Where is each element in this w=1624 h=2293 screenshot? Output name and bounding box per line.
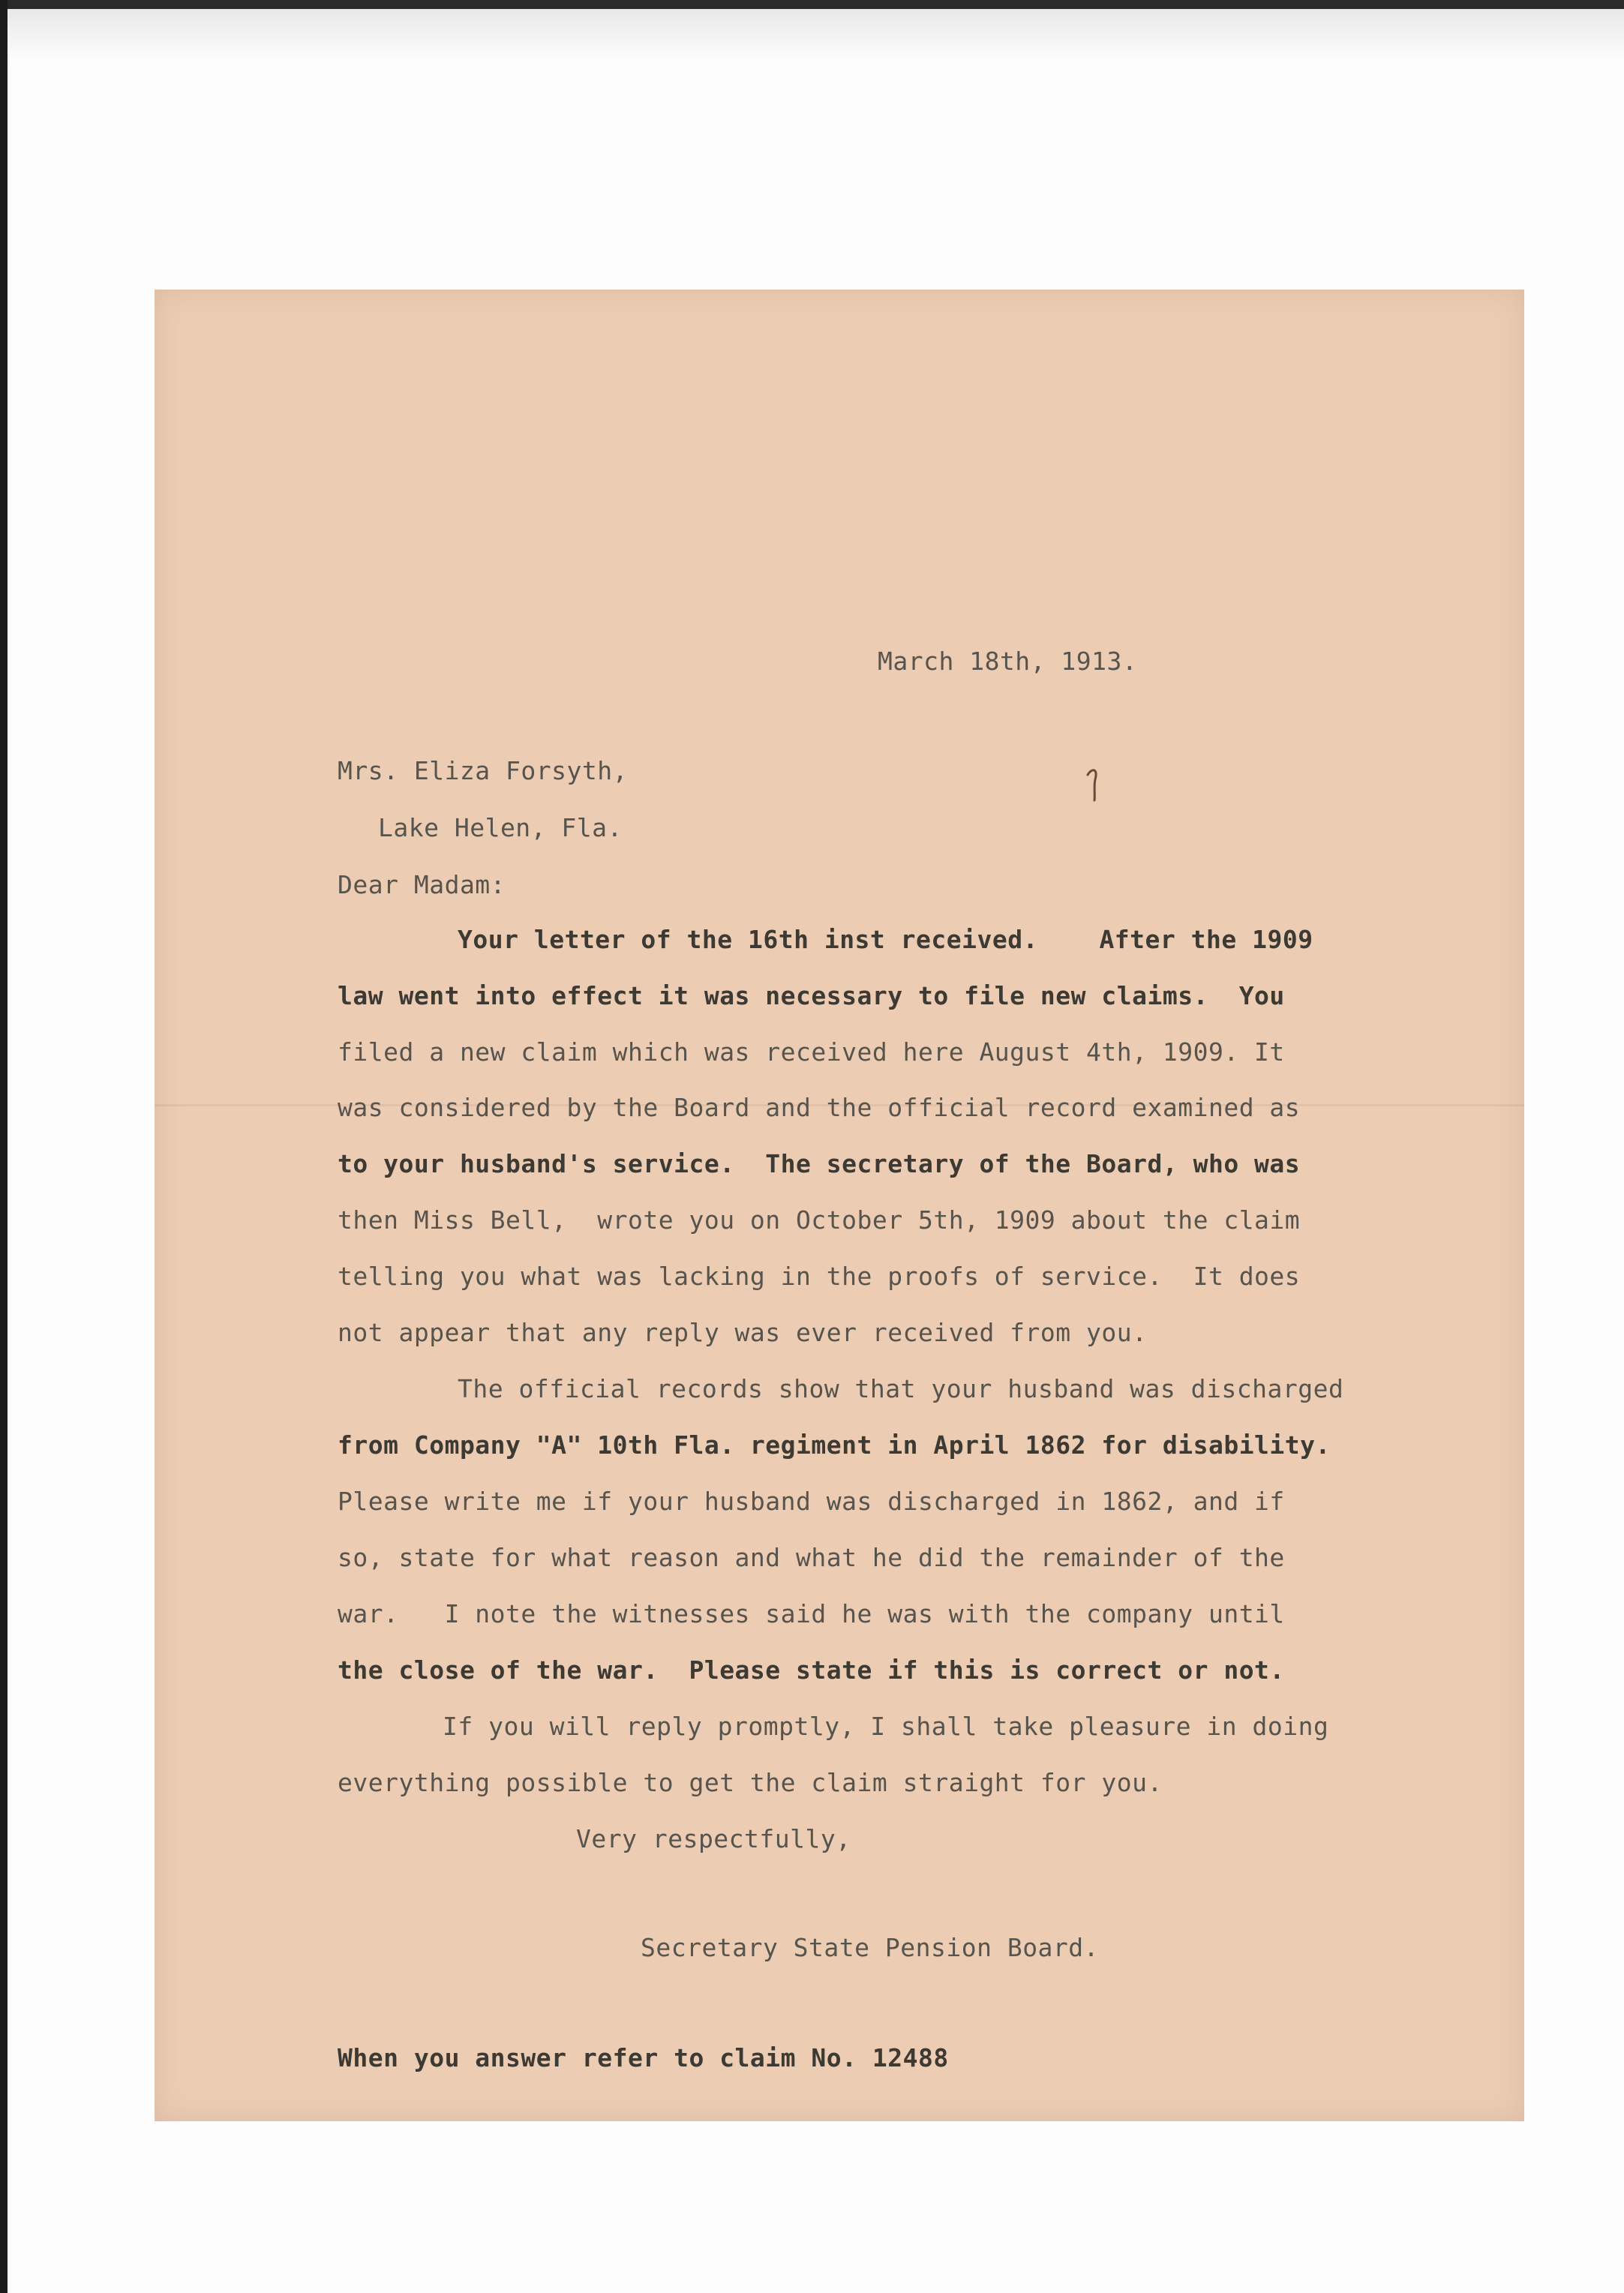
- closing: Very respectfully,: [576, 1824, 851, 1853]
- claim-reference-footer: When you answer refer to claim No. 12488: [338, 2043, 949, 2072]
- body-line: the close of the war. Please state if this is correct or not.: [338, 1655, 1285, 1685]
- body-line: was considered by the Board and the official record examined as: [338, 1093, 1301, 1122]
- signature-title: Secretary State Pension Board.: [641, 1933, 1100, 1962]
- body-line: If you will reply promptly, I shall take pleasure in doing: [443, 1712, 1329, 1741]
- body-line: law went into effect it was necessary to file new claims. You: [338, 981, 1285, 1010]
- body-line: then Miss Bell, wrote you on October 5th, 1909 about the claim: [338, 1205, 1301, 1235]
- scanner-top-edge: [0, 0, 1624, 9]
- letter-paper: [155, 290, 1524, 2121]
- body-line: war. I note the witnesses said he was with the company until: [338, 1599, 1285, 1628]
- body-line: from Company "A" 10th Fla. regiment in April 1862 for disability.: [338, 1430, 1331, 1460]
- body-line: not appear that any reply was ever received from you.: [338, 1318, 1148, 1347]
- recipient-address: Lake Helen, Fla.: [378, 813, 623, 842]
- salutation: Dear Madam:: [338, 870, 506, 899]
- scanner-shadow: [8, 9, 1624, 62]
- body-line: filed a new claim which was received here August 4th, 1909. It: [338, 1037, 1285, 1067]
- body-line: so, state for what reason and what he did the remainder of the: [338, 1543, 1285, 1572]
- scanner-left-edge: [0, 0, 8, 2293]
- recipient-name: Mrs. Eliza Forsyth,: [338, 756, 628, 785]
- body-line: The official records show that your husband was discharged: [458, 1374, 1344, 1403]
- body-line: Please write me if your husband was discharged in 1862, and if: [338, 1487, 1285, 1516]
- body-line: telling you what was lacking in the proofs of service. It does: [338, 1262, 1301, 1291]
- body-line: everything possible to get the claim straight for you.: [338, 1768, 1163, 1797]
- letter-date: March 18th, 1913.: [878, 647, 1138, 676]
- pencil-mark-icon: [1085, 764, 1101, 802]
- body-line: to your husband's service. The secretary of the Board, who was: [338, 1149, 1301, 1178]
- body-line: Your letter of the 16th inst received. After the 1909: [458, 925, 1313, 954]
